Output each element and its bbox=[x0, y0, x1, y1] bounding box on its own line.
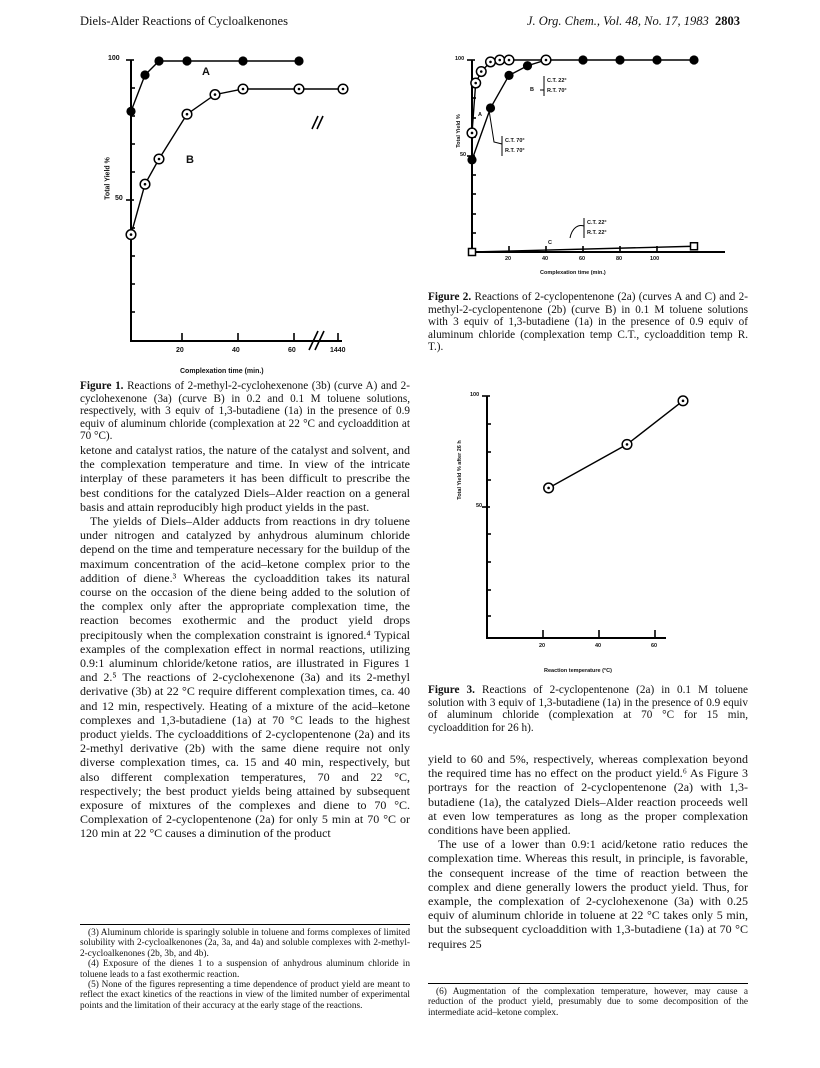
fig1-x-tick-40: 40 bbox=[232, 347, 240, 354]
footnote-3: (3) Aluminum chloride is sparingly soluble in toluene and forms complexes of limited solubility with 2-cycloalkenones (2a, 3a, and 4a) and soluble complexes with 2-methyl-2-cycloalkenones (2b, 3b, and 4b). bbox=[80, 928, 410, 959]
fig3-y-tick-50: 50 bbox=[476, 503, 483, 509]
footnote-4: (4) Exposure of the dienes 1 to a suspension of anhydrous aluminum chloride in toluene leads to a fast exothermic reaction. bbox=[80, 959, 410, 980]
figure-2-caption-label: Figure 2. bbox=[428, 291, 472, 303]
footnote-5: (5) None of the figures representing a time dependence of product yield are meant to reflect the exact kinetics of the reactions in view of the limited number of experimental points and the limitation of their accuracy at the early stage of the reactions. bbox=[80, 980, 410, 1011]
footnotes-right bbox=[428, 987, 748, 1018]
right-column-text bbox=[428, 752, 748, 951]
fig2-annotation-ct-1: C.T. 22° bbox=[547, 78, 567, 84]
fig1-y-tick-100: 100 bbox=[108, 55, 120, 62]
fig2-x-axis-label: Complexation time (min.) bbox=[540, 270, 606, 276]
fig3-x-tick-20: 20 bbox=[539, 643, 546, 649]
fig2-curve-label-b: B bbox=[530, 87, 534, 93]
fig2-x-tick-60: 60 bbox=[579, 256, 586, 262]
fig2-curve-label-a: A bbox=[478, 112, 482, 118]
right-paragraph-2: The use of a lower than 0.9:1 acid/ketone ratio reduces the complexation time. Whereas this result, in principle, is favorable, the consequent increase of the time of reaction between the complex and diene generally lowers the product yield. Thus, for example, the complexation of 2-cyclohexenone (3a) with 0.25 equiv of aluminum chloride in toluene at 22 °C takes only 5 min, but the subsequent cycloaddition with 1,3-butadiene (1a) at 70 °C requires 25 bbox=[428, 837, 748, 951]
fig3-series-0-point-center bbox=[547, 487, 550, 490]
fig1-curve-label-b: B bbox=[186, 154, 194, 166]
fig2-x-tick-40: 40 bbox=[542, 256, 549, 262]
fig3-x-tick-60: 60 bbox=[651, 643, 658, 649]
footnotes-left bbox=[80, 928, 410, 1011]
fig1-x-tick-20: 20 bbox=[176, 347, 184, 354]
fig2-annotation-ct-2: C.T. 70° bbox=[505, 138, 525, 144]
fig3-x-axis-label: Reaction temperature (°C) bbox=[544, 668, 612, 674]
fig1-y-tick-50: 50 bbox=[115, 195, 123, 202]
figure-3-caption-text: Reactions of 2-cyclopentenone (2a) in 0.1 M toluene solution with 3 equiv of 1,3-butadiene (1a) in the presence of 0.9 equiv of aluminum chloride (complexation at 70 °C for 15 min, cycloaddition for 26 h). bbox=[428, 684, 749, 734]
fig1-curve-label-a: A bbox=[202, 66, 210, 78]
fig3-y-axis-label: Total Yield % after 26 h bbox=[457, 440, 463, 500]
fig2-y-tick-50: 50 bbox=[460, 152, 467, 158]
figure-2-caption-text: Reactions of 2-cyclopentenone (2a) (curves A and C) and 2-methyl-2-cyclopentenone (2b) (curve B) in 0.1 M toluene solutions with 3 equiv of 1,3-butadiene (1a) in the presence of 0.9 equiv of aluminum chloride (complexation temp C.T., cycloaddition temp R. T.). bbox=[428, 291, 748, 354]
footnote-6: (6) Augmentation of the complexation temperature, however, may cause a reduction of the product yield, presumably due to some decomposition of the intermediate acid–ketone complex. bbox=[428, 987, 748, 1018]
left-paragraph-2: The yields of Diels–Alder adducts from reactions in dry toluene under nitrogen and catalyzed by anhydrous aluminum chloride depend on the time and temperature necessary for the buildup of the maximum concentration of the acid–ketone complex prior to the addition of diene.³ Whereas the cycloaddition takes its natural course on the occasion of the diene being added to the solution of the complex only after the appropriate complexation time, the reaction becomes exothermic and the product yield drops precipitously when the complexation constraint is ignored.⁴ Typical examples of the complexation effect in normal reactions, utilizing 0.9:1 aluminum chloride/ketone ratios, are illustrated in Figures 1 and 2.⁵ The reactions of 2-cyclohexenone (3a) and its 2-methyl derivative (3b) at 22 °C require different complexation times, ca. 40 and 12 min, respectively. Heating of a mixture of the acid–ketone complexes and 1,3-butadiene (1a) at 70 °C leads to the highest product yields. The cycloadditions of 2-cyclopentenone (2a) and its 2-methyl derivative (2b) with the same diene require not only diverse complexation times, ca. 15 and 40 min, respectively, but also different complexation temperatures, 70 and 22 °C, respectively; the best product yields being attained by subsequent exposure of mixtures of the complexes and diene to 70 °C. Complexation of 2-cyclopentenone (2a) for only 5 min at 70 °C or 120 min at 22 °C causes a diminution of the product bbox=[80, 514, 410, 841]
fig1-x-axis-label: Complexation time (min.) bbox=[180, 368, 264, 375]
fig3-x-tick-40: 40 bbox=[595, 643, 602, 649]
fig3-series-0-point-center bbox=[682, 400, 685, 403]
fig3-series-0-point-center bbox=[626, 443, 629, 446]
figure-1-caption-label: Figure 1. bbox=[80, 380, 124, 392]
fig2-y-axis-label: Total Yield % bbox=[456, 114, 462, 148]
fig1-x-tick-1440: 1440 bbox=[330, 347, 346, 354]
left-paragraph-1: ketone and catalyst ratios, the nature of the catalyst and solvent, and the complexation temperature and time. In view of the intricate interplay of these parameters it has been difficult to prescribe the best conditions for the catalyzed Diels–Alder reaction on a general basis and attain reproducibly high product yields in the past. bbox=[80, 443, 410, 514]
page-number: 2803 bbox=[715, 14, 740, 28]
fig2-x-tick-80: 80 bbox=[616, 256, 623, 262]
fig2-annotation-rt-1: R.T. 70° bbox=[547, 88, 567, 94]
footnote-rule-right bbox=[428, 983, 748, 984]
fig2-annotation-rt-2: R.T. 70° bbox=[505, 148, 525, 154]
fig1-x-tick-60: 60 bbox=[288, 347, 296, 354]
fig1-y-axis-label: Total Yield % bbox=[104, 157, 112, 200]
running-header-title: Diels-Alder Reactions of Cycloalkenones bbox=[80, 14, 288, 28]
fig3-series-0-line bbox=[549, 401, 683, 488]
fig2-annotation-rt-3: R.T. 22° bbox=[587, 230, 607, 236]
fig2-curve-label-c: C bbox=[548, 240, 552, 246]
right-paragraph-1: yield to 60 and 5%, respectively, whereas complexation beyond the required time has no effect on the product yield.⁶ As Figure 3 portrays for the reaction of 2-cyclopentenone (2a) with 1,3-butadiene (1a), the catalyzed Diels–Alder reaction proceeds well at even low temperatures as long as the proper complexation conditions have been applied. bbox=[428, 752, 748, 838]
fig2-y-tick-100: 100 bbox=[455, 56, 465, 62]
figure-3-caption-label: Figure 3. bbox=[428, 684, 475, 696]
fig2-x-tick-20: 20 bbox=[505, 256, 512, 262]
journal-citation: J. Org. Chem., Vol. 48, No. 17, 1983 bbox=[526, 14, 709, 28]
figure-3-caption bbox=[428, 684, 748, 734]
fig3-y-tick-100: 100 bbox=[470, 392, 480, 398]
left-column-text bbox=[80, 443, 410, 841]
figure-1-caption-text: Reactions of 2-methyl-2-cyclohexenone (3b) (curve A) and 2-cyclohexenone (3a) (curve B) in 0.2 and 0.1 M toluene solutions, respectively, with 3 equiv of 1,3-butadiene (1a) in the presence of 0.9 equiv of aluminum chloride (complexation at 22 °C and cycloaddition at 70 °C). bbox=[80, 380, 410, 443]
footnote-rule-left bbox=[80, 924, 410, 925]
fig2-annotation-ct-3: C.T. 22° bbox=[587, 220, 607, 226]
fig2-x-tick-100: 100 bbox=[650, 256, 660, 262]
